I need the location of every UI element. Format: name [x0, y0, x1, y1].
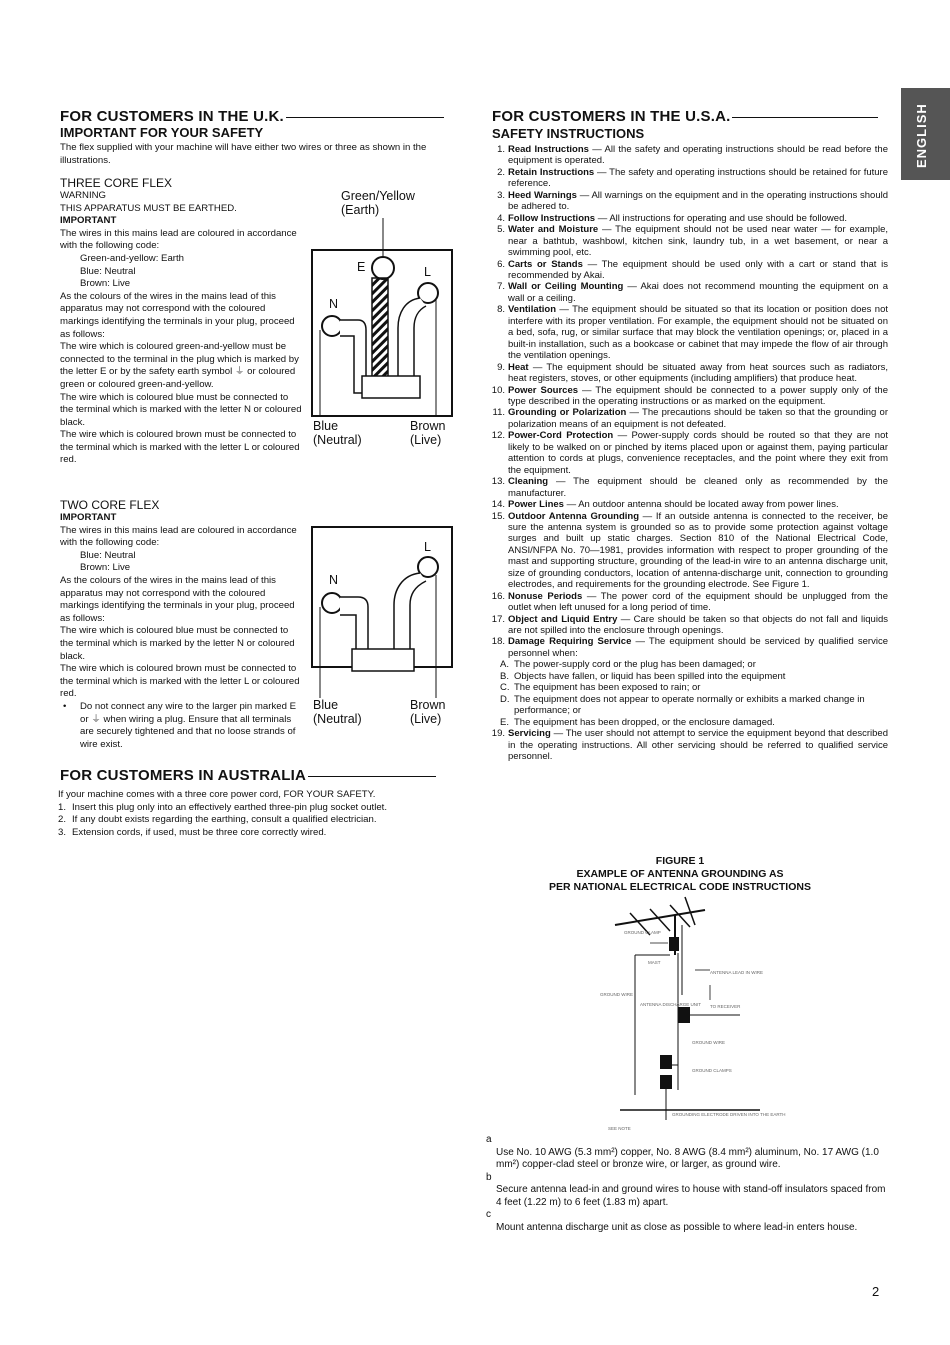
note-b-text: Secure antenna lead-in and ground wires to house with stand-off insulators spaced from 4 feet (1.22 m) to 6 feet (1.83 m) apart. [496, 1184, 886, 1208]
plug2-l-label: L [424, 540, 431, 554]
item-num: 5. [497, 224, 505, 236]
plug3-live-label: (Live) [410, 433, 442, 447]
two-core-title: TWO CORE FLEX [60, 498, 160, 512]
item-text: — The safety and operating instructions should be retained for future reference. [508, 166, 888, 190]
two-core-text [60, 512, 302, 751]
label-electrode: GROUNDING ELECTRODE DRIVEN INTO THE EARTH [672, 1112, 786, 1117]
plug3-l-label: L [424, 265, 431, 279]
item-title: Heed Warnings [508, 189, 577, 201]
list-text: If any doubt exists regarding the earthing, consult a qualified electrician. [72, 814, 377, 826]
list-text: Insert this plug only into an effectively earthed three-pin plug socket outlet. [72, 801, 388, 813]
item-text: — The equipment should not be used near water — for example, near a bathtub, washbowl, kitchen sink, laundry tub, in a wet basement, or near a swimming pool, etc. [508, 224, 888, 259]
label-ground-clamps: GROUND CLAMPS [692, 1068, 732, 1073]
sub-num: A. [500, 659, 509, 671]
label-discharge-unit: ANTENNA DISCHARGE UNIT [640, 1002, 702, 1007]
label-ground-wire: GROUND WIRE [600, 992, 633, 997]
code-live: Brown: Live [80, 278, 131, 290]
item-num: 13. [491, 476, 505, 488]
instruction-8 [490, 304, 888, 361]
three-core-para-1: The wires in this mains lead are coloured in accordance with the following code: [60, 227, 297, 252]
sub-text: The equipment has been dropped, or the enclosure damaged. [514, 716, 775, 728]
item-title: Water and Moisture [508, 224, 599, 236]
instruction-7 [490, 281, 888, 304]
instruction-1 [490, 144, 888, 167]
antenna-grounding-diagram [590, 895, 770, 1135]
item-title: Outdoor Antenna Grounding [508, 510, 639, 522]
instruction-5 [490, 224, 888, 258]
item-num: 1. [497, 144, 505, 155]
earth-label-1: Green/Yellow [341, 189, 415, 203]
sub-num: B. [500, 670, 509, 682]
figure-notes [486, 1134, 888, 1234]
uk-subheading: IMPORTANT FOR YOUR SAFETY [60, 125, 264, 140]
plug2-brown-label: Brown [410, 698, 446, 712]
list-num: 3. [58, 826, 67, 838]
two-core-para-1: The wires in this mains lead are coloured in accordance with the following code: [60, 524, 297, 549]
code-earth: Green-and-yellow: Earth [80, 252, 184, 264]
figure-title-line-3: PER NATIONAL ELECTRICAL CODE INSTRUCTIONS [549, 881, 811, 893]
instruction-2 [490, 167, 888, 190]
usa-heading [492, 108, 878, 125]
australia-heading-text: FOR CUSTOMERS IN AUSTRALIA [60, 767, 307, 784]
plug2-neutral-label: (Neutral) [313, 712, 362, 726]
item-title: Follow Instructions [508, 212, 596, 224]
item-title: Power Sources [508, 384, 579, 396]
item-title: Damage Requiring Service [508, 636, 632, 648]
instruction-4 [490, 213, 888, 224]
plug3-blue-label: Blue [313, 419, 339, 433]
language-tab-label: ENGLISH [914, 103, 929, 168]
two-core-code-neutral: Blue: Neutral [80, 549, 136, 561]
item-title: Cleaning [508, 476, 549, 488]
item-text: — All warnings on the equipment and in the operating instructions should be adhered to. [508, 189, 888, 213]
plug2-blue-label: Blue [313, 698, 339, 712]
plug2-live-label: (Live) [410, 712, 442, 726]
uk-heading-text: FOR CUSTOMERS IN THE U.K. [60, 108, 284, 125]
item-text: — The equipment should be situated away from heat sources such as radiators, heat registers, stoves, or other equipments (including amplifiers) that produce heat. [508, 361, 888, 385]
item-title: Object and Liquid Entry [508, 613, 618, 625]
instruction-12 [490, 430, 888, 476]
two-core-plug-diagram [310, 525, 456, 700]
note-a-letter: a [486, 1134, 492, 1145]
plug3-brown-label: Brown [410, 419, 446, 433]
plug3-neutral-label: (Neutral) [313, 433, 362, 447]
item-text: — The precautions should be taken so that the grounding or polarization means of an equipment is not defeated. [508, 407, 888, 430]
figure-title-line-1: FIGURE 1 [655, 855, 705, 867]
instruction-16 [490, 591, 888, 614]
list-text: Extension cords, if used, must be three core correctly wired. [72, 826, 327, 838]
item-title: Nonuse Periods [508, 590, 583, 602]
instruction-14 [490, 499, 888, 510]
figure-title-line-2: EXAMPLE OF ANTENNA GROUNDING AS [576, 868, 784, 880]
item-num: 4. [497, 212, 505, 224]
instruction-19 [490, 728, 888, 762]
australia-body [58, 789, 458, 839]
list-item [58, 814, 458, 827]
page-number: 2 [872, 1284, 880, 1299]
plug2-n-label: N [329, 573, 339, 587]
three-core-plug-diagram [310, 218, 456, 418]
instruction-10 [490, 385, 888, 408]
warning-text: THIS APPARATUS MUST BE EARTHED. [60, 202, 237, 214]
uk-heading [60, 108, 444, 125]
item-title: Retain Instructions [508, 166, 595, 178]
list-num: 1. [58, 801, 67, 813]
instruction-15 [490, 511, 888, 591]
item-num: 7. [497, 281, 505, 293]
two-core-para-2: As the colours of the wires in the mains lead of this apparatus may not correspond with the coloured markings identifying the terminals in your plug, proceed as follows: [60, 574, 295, 624]
two-core-bullet: • Do not connect any wire to the larger pin marked E or ⏚ when wiring a plug. Ensure that all terminals are securely tightened and that no loose strands of wire exist. [63, 700, 296, 750]
plug3-e-label: E [357, 260, 366, 274]
item-num: 15. [491, 510, 505, 522]
list-item [58, 802, 458, 815]
note-b-letter: b [486, 1171, 492, 1183]
two-core-code-live: Brown: Live [80, 562, 131, 574]
item-title: Power-Cord Protection [508, 430, 614, 442]
item-num: 16. [491, 590, 505, 602]
item-title: Servicing [508, 728, 551, 740]
plug3-n-label: N [329, 297, 339, 311]
item-text: — Power-supply cords should be routed so that they are not likely to be walked on or pinched by items placed upon or against them, paying particular attention to cords at plugs, convenience receptacles, and the point where they exit from the equipment. [508, 430, 888, 476]
item-title: Carts or Stands [508, 258, 583, 270]
warning-label: WARNING [60, 190, 107, 201]
item-num: 2. [497, 166, 505, 178]
two-core-bullet-text: Do not connect any wire to the larger pin marked E or ⏚ when wiring a plug. Ensure that all terminals are securely tightened and that no loose strands of wire exist. [80, 700, 296, 750]
list-item [58, 827, 458, 840]
item-num: 18. [491, 636, 505, 648]
item-text: — An outdoor antenna should be located away from power lines. [563, 499, 839, 511]
item-num: 3. [497, 189, 505, 201]
item-text: — All the safety and operating instructions should be read before the equipment is operated. [508, 144, 888, 167]
item-text: — The power cord of the equipment should be unplugged from the outlet when left unused for a long period of time. [508, 590, 888, 614]
item-text: — The equipment should be situated so that its location or position does not interfere with its proper ventilation. For example, the equipment should not be situated on a bed, sofa, rug, or similar surface that may block the ventilation openings; or, placed in a built-in installation, such as a bookcase or cabinet that may impede the flow of air through the ventilation openings. [508, 304, 888, 362]
australia-intro: If your machine comes with a three core power cord, FOR YOUR SAFETY. [58, 789, 376, 800]
list-num: 2. [58, 814, 67, 826]
important-label: IMPORTANT [60, 215, 117, 227]
three-core-text [60, 190, 302, 467]
sub-item-c [490, 682, 888, 693]
note-a-text: Use No. 10 AWG (5.3 mm²) copper, No. 8 AWG (8.4 mm²) aluminum, No. 17 AWG (1.0 mm²) copper-clad steel or bronze wire, or larger, as ground wire. [496, 1146, 879, 1170]
item-title: Grounding or Polarization [508, 407, 627, 419]
item-text: — The equipment should be used only with a cart or stand that is recommended by Akai. [508, 258, 888, 281]
two-core-para-3: The wire which is coloured blue must be connected to the terminal which is marked by the letter N or coloured black. [60, 625, 295, 662]
figure-title [500, 855, 860, 894]
sub-item-b [490, 671, 888, 682]
sub-item-d [490, 694, 888, 717]
item-text: — All instructions for operating and use should be followed. [595, 212, 847, 224]
instruction-9 [490, 362, 888, 385]
instruction-18 [490, 636, 888, 659]
usa-heading-text: FOR CUSTOMERS IN THE U.S.A. [492, 108, 731, 125]
sub-num: E. [500, 716, 509, 728]
sub-text: Objects have fallen, or liquid has been spilled into the equipment [514, 670, 786, 682]
uk-intro: The flex supplied with your machine will have either two wires or three as shown in the illustrations. [60, 142, 427, 166]
three-core-para-5: The wire which is coloured brown must be connected to the terminal which is marked with the letter L or coloured red. [60, 429, 300, 466]
item-num: 10. [491, 384, 505, 396]
label-see-note: SEE NOTE [608, 1126, 631, 1131]
item-num: 19. [491, 728, 505, 740]
note-c-text: Mount antenna discharge unit as close as possible to where lead-in enters house. [496, 1221, 858, 1233]
heading-rule [308, 776, 436, 777]
usa-subheading: SAFETY INSTRUCTIONS [492, 126, 645, 141]
instruction-11 [490, 407, 888, 430]
label-to-receiver: TO RECEIVER [710, 1004, 741, 1009]
item-text: — The equipment should be connected to a power supply only of the type described in the operating instructions or as marked on the equipment. [508, 384, 888, 407]
item-title: Wall or Ceiling Mounting [508, 281, 624, 293]
item-num: 11. [492, 407, 505, 419]
sub-item-a [490, 659, 888, 670]
label-mast: MAST [648, 960, 661, 965]
australia-list [58, 802, 458, 840]
item-num: 9. [497, 361, 505, 373]
sub-text: The power-supply cord or the plug has been damaged; or [514, 659, 756, 671]
code-neutral: Blue: Neutral [80, 265, 136, 277]
item-title: Ventilation [508, 304, 557, 316]
label-ground-wire-2: GROUND WIRE [692, 1040, 725, 1045]
item-num: 8. [497, 304, 505, 316]
australia-heading [60, 767, 436, 784]
label-antenna-lead-in: ANTENNA LEAD IN WIRE [710, 970, 764, 975]
sub-text: The equipment does not appear to operate normally or exhibits a marked change in performance; or [514, 693, 865, 717]
three-core-title: THREE CORE FLEX [60, 176, 173, 190]
instruction-6 [490, 259, 888, 282]
item-num: 12. [491, 430, 505, 442]
item-num: 6. [497, 258, 505, 270]
three-core-para-4: The wire which is coloured blue must be connected to the terminal which is marked with the letter N or coloured black. [60, 391, 302, 428]
note-c-letter: c [486, 1209, 491, 1220]
item-text: — The equipment should be serviced by qualified service personnel when: [508, 636, 888, 659]
item-title: Heat [508, 361, 529, 373]
instruction-3 [490, 190, 888, 213]
item-text: — If an outside antenna is connected to the receiver, be sure the antenna system is grounded so as to provide some protection against voltage surges and built up static charges. Section 810 of the National Electrical Code, ANSI/NFPA No. 70—1981, provides information with respect to proper grounding of the mast and supporting structure, grounding of the lead-in wire to an antenna discharge unit, size of grounding conductors, location of antenna-discharge unit, connection to grounding electrodes, and requirements for the grounding electrode. See Figure 1. [508, 510, 888, 591]
sub-num: D. [500, 693, 510, 705]
item-title: Power Lines [508, 499, 564, 511]
three-core-para-3: The wire which is coloured green-and-yellow must be connected to the terminal in the plug which is marked by the letter E or by the safety earth symbol ⏚ or coloured green or coloured green-and-yellow. [60, 341, 299, 390]
usa-instructions [490, 144, 888, 762]
instruction-17 [490, 614, 888, 637]
heading-rule [286, 117, 444, 118]
heading-rule [732, 117, 878, 118]
item-num: 17. [491, 613, 505, 625]
item-text: — The equipment should be cleaned only as recommended by the manufacturer. [508, 476, 888, 499]
item-text: — The user should not attempt to service the equipment beyond that described in the operating instructions. All other servicing should be referred to qualified service personnel. [508, 728, 888, 763]
instruction-13 [490, 476, 888, 499]
item-title: Read Instructions [508, 144, 589, 155]
language-tab [901, 88, 950, 180]
item-num: 14. [491, 499, 505, 511]
earth-label-2: (Earth) [341, 203, 380, 217]
item-text: — Care should be taken so that objects do not fall and liquids are not spilled into the enclosure through openings. [508, 613, 888, 637]
label-ground-clamp: GROUND CLAMP [624, 930, 661, 935]
sub-num: C. [500, 682, 510, 694]
sub-text: The equipment has been exposed to rain; or [514, 682, 701, 694]
sub-item-e [490, 717, 888, 728]
two-core-para-4: The wire which is coloured brown must be connected to the terminal which is marked with the letter L or coloured red. [60, 663, 300, 700]
item-text: — Akai does not recommend mounting the equipment on a wall or a ceiling. [508, 281, 888, 304]
three-core-para-2: As the colours of the wires in the mains lead of this apparatus may not correspond with the coloured markings identifying the terminals in your plug, proceed as follows: [60, 290, 295, 340]
two-core-important: IMPORTANT [60, 512, 117, 523]
